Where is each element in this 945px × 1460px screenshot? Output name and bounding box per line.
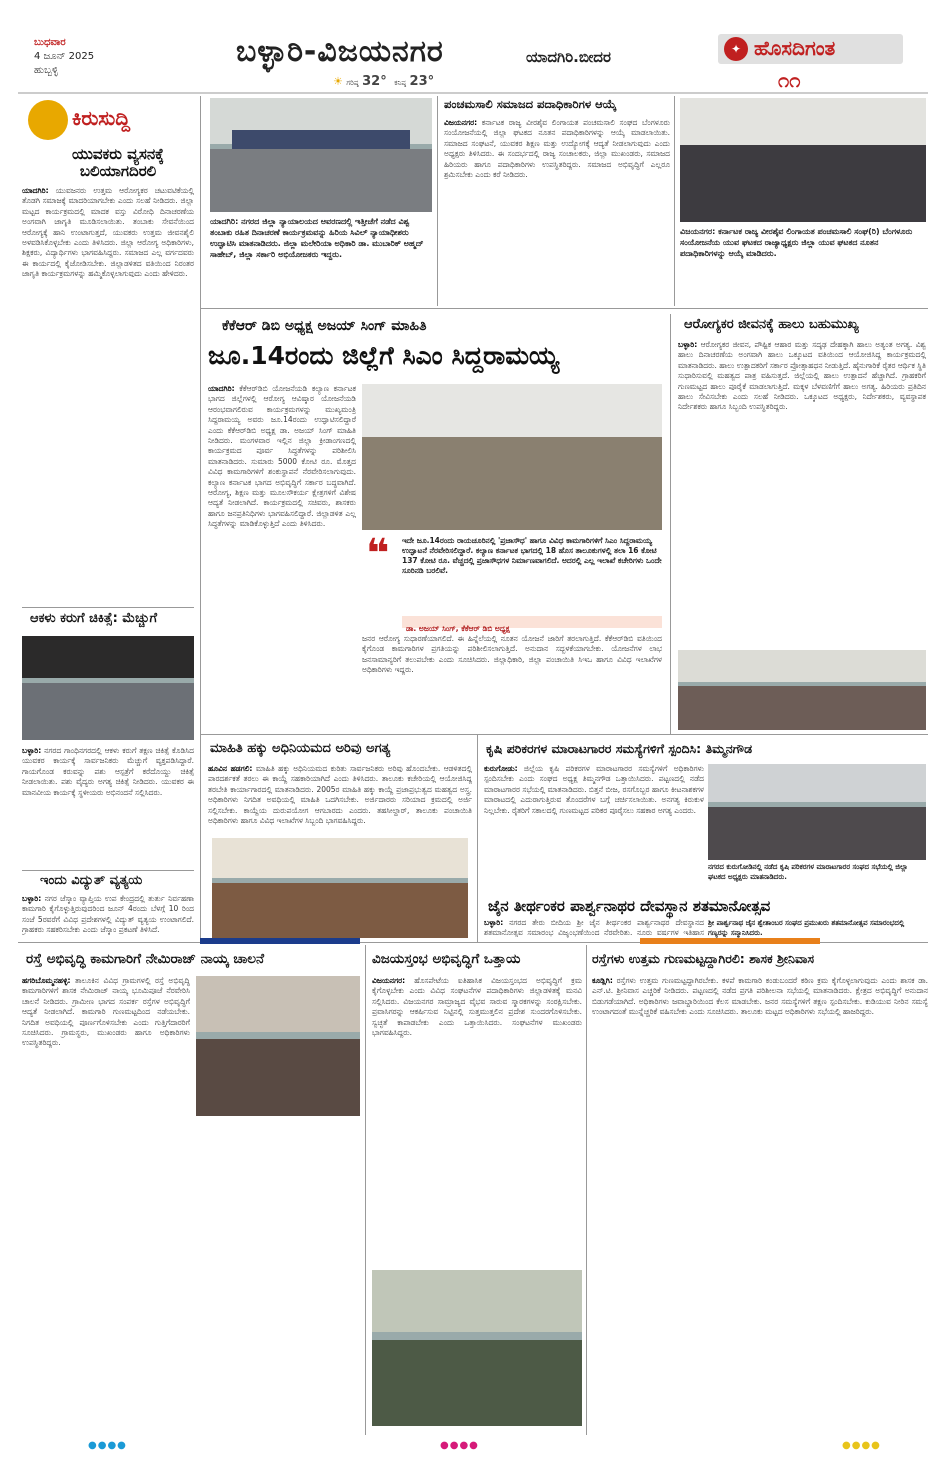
lead-body — [208, 384, 356, 666]
row-rule — [200, 734, 928, 735]
rti-body — [208, 764, 472, 834]
edition-title: ಬಳ್ಳಾರಿ-ವಿಜಯನಗರ — [236, 34, 444, 69]
weather — [333, 74, 434, 89]
road-text: ತಾಲೂಕಿನ ವಿವಿಧ ಗ್ರಾಮಗಳಲ್ಲಿ ರಸ್ತೆ ಅಭಿವೃದ್ಧಿ ಕಾಮಗಾರಿಗಳಿಗೆ ಶಾಸಕ ನೇಮಿರಾಜ್ ನಾಯ್ಕ ಭೂಮಿಪೂಜೆ ನೆರವೇರಿಸಿ ಚಾಲನೆ ನೀಡಿದರು. ಗ್ರಾಮೀಣ ಭಾಗದ ಸಂಪರ್ಕ ರಸ್ತೆಗಳ ಅಭಿವೃದ್ಧಿಗೆ ಆದ್ಯತೆ ನೀಡಲಾಗಿದೆ. ಕಾಮಗಾರಿ ಗುಣಮಟ್ಟದಿಂದ ನಡೆಯಬೇಕು. ನಿಗದಿತ ಅವಧಿಯಲ್ಲಿ ಪೂರ್ಣಗೊಳಿಸಬೇಕು ಎಂದು ಗುತ್ತಿಗೆದಾರರಿಗೆ ಸೂಚಿಸಿದರು. ಗ್ರಾಮಸ್ಥರು, ಮುಖಂಡರು ಹಾಗೂ ಅಧಿಕಾರಿಗಳು ಉಪಸ್ಥಿತರಿದ್ದರು. — [22, 976, 190, 1048]
jain-byline: ಬಳ್ಳಾರಿ: — [484, 918, 504, 927]
panch-byline: ವಿಜಯನಗರ: — [444, 118, 478, 127]
krishi-photo — [708, 764, 926, 860]
lamp-icon: ✦ — [724, 37, 748, 61]
row-rule — [200, 308, 928, 309]
jain-text: ನಗರದ ತೇರು ಬೀದಿಯ ಶ್ರೀ ಜೈನ ತೀರ್ಥಂಕರ ಪಾರ್ಶ್ವನಾಥರ ದೇವಸ್ಥಾನದ ಶತಮಾನೋತ್ಸವ ಸಮಾರಂಭ ವಿಜೃಂಭಣೆಯಿಂದ ನೆರವೇರಿತು. ನೂರು ವರ್ಷಗಳ ಇತಿಹಾಸ — [484, 918, 704, 938]
col-rule — [674, 96, 675, 306]
col-rule — [200, 96, 201, 942]
col-rule — [437, 96, 438, 306]
temp-min-label: ಕನಿಷ್ಠ — [394, 79, 407, 87]
kirusuddi-section-label — [28, 100, 188, 142]
story1-byline: ಯಾದಗಿರಿ: — [22, 186, 49, 195]
lead-kicker: ಕೆಕೆಆರ್ ಡಿಬಿ ಅಧ್ಯಕ್ಷ ಅಜಯ್ ಸಿಂಗ್ ಮಾಹಿತಿ — [222, 318, 427, 334]
story2-body — [22, 746, 194, 870]
court-event-caption: ಯಾದಗಿರಿ: ನಗರದ ಜಿಲ್ಲಾ ನ್ಯಾಯಾಲಯದ ಆವರಣದಲ್ಲಿ ಇತ್ತೀಚೆಗೆ ನಡೆದ ವಿಶ್ವ ತಂಬಾಕು ರಹಿತ ದಿನಾಚರಣೆ ಕಾರ್ಯಕ್ರಮವನ್ನು ಹಿರಿಯ ಸಿವಿಲ್ ನ್ಯಾಯಾಧೀಶರು ಉದ್ಘಾಟಿಸಿ ಮಾತನಾಡಿದರು. ಜಿಲ್ಲಾ ಮಲೇರಿಯಾ ಅಧಿಕಾರಿ ಡಾ. ಮುಬಾರಿಕ್ ಅಹ್ಮದ್ ಸಾಹೇಬ್, ಜಿಲ್ಲಾ ಸರ್ಕಾರಿ ಅಭಿಯೋಜಕರು ಇದ್ದರು. — [210, 217, 424, 259]
panch-body — [444, 118, 670, 304]
rti-photo — [212, 838, 468, 938]
quote-icon: ❝ — [366, 531, 390, 577]
gunamatta-byline: ಕೂಡ್ಲಿಗಿ: — [592, 976, 613, 985]
registration-dots: ●●●● — [842, 1440, 881, 1451]
row-rule — [22, 607, 194, 608]
panch-caption: ವಿಜಯನಗರ: ಕರ್ನಾಟಕ ರಾಜ್ಯ ವೀರಶೈವ ಲಿಂಗಾಯತ ಪಂಚಮಸಾಲಿ ಸಂಘ(ರಿ) ಬೆಂಗಳೂರು ಸಂಯೋಜನೆಯ ಯುವ ಘಟಕದ ರಾಜ್ಯಾಧ್ಯಕ್ಷರು ಜಿಲ್ಲಾ ಯುವ ಘಟಕದ ನೂತನ ಪದಾಧಿಕಾರಿಗಳನ್ನು ಆಯ್ಕೆ ಮಾಡಿದರು. — [680, 227, 913, 258]
registration-dots: ●●●● — [440, 1440, 479, 1451]
panch-text: ಕರ್ನಾಟಕ ರಾಜ್ಯ ವೀರಶೈವ ಲಿಂಗಾಯತ ಪಂಚಮಸಾಲಿ ಸಂಘದ ಬೆಂಗಳೂರು ಸಂಯೋಜನೆಯಲ್ಲಿ ಜಿಲ್ಲಾ ಘಟಕದ ನೂತನ ಪದಾಧಿಕಾರಿಗಳನ್ನು ಆಯ್ಕೆ ಮಾಡಲಾಯಿತು. ಸಮಾಜದ ಸಂಘಟನೆ, ಯುವಕರ ಶಿಕ್ಷಣ ಮತ್ತು ಉದ್ಯೋಗಕ್ಕೆ ಆದ್ಯತೆ ನೀಡಲಾಗುವುದು ಎಂದು ಅಧ್ಯಕ್ಷರು ತಿಳಿಸಿದರು. ಈ ಸಂದರ್ಭದಲ್ಲಿ ರಾಜ್ಯ ಸಂಚಾಲಕರು, ಜಿಲ್ಲಾ ಮುಖಂಡರು, ಸಮಾಜದ ಹಿರಿಯರು ಹಾಗೂ ಪದಾಧಿಕಾರಿಗಳು ಉಪಸ್ಥಿತರಿದ್ದರು. ಸಮಾಜದ ಅಭಿವೃದ್ಧಿಗೆ ಎಲ್ಲರೂ ಶ್ರಮಿಸಬೇಕು ಎಂದು ಕರೆ ನೀಡಿದರು. — [444, 118, 670, 180]
quote-author-band — [402, 616, 662, 633]
lead-headline: ಜೂ.14ರಂದು ಜಿಲ್ಲೆಗೆ ಸಿಎಂ ಸಿದ್ದರಾಮಯ್ಯ — [208, 341, 560, 370]
lead-byline: ಯಾದಗಿರಿ: — [208, 384, 235, 393]
paper-name: ಹೊಸದಿಗಂತ — [754, 36, 836, 60]
rti-text: ಮಾಹಿತಿ ಹಕ್ಕು ಅಧಿನಿಯಮದ ಕುರಿತು ಸಾರ್ವಜನಿಕರು ಅರಿವು ಹೊಂದಬೇಕು. ಆಡಳಿತದಲ್ಲಿ ಪಾರದರ್ಶಕತೆ ತರಲು ಈ ಕಾಯ್ದೆ ಸಹಕಾರಿಯಾಗಿದೆ ಎಂದು ತಿಳಿಸಿದರು. ತಾಲೂಕು ಕಚೇರಿಯಲ್ಲಿ ಆಯೋಜಿಸಿದ್ದ ತರಬೇತಿ ಕಾರ್ಯಾಗಾರದಲ್ಲಿ ಮಾತನಾಡಿದರು. 2005ರ ಮಾಹಿತಿ ಹಕ್ಕು ಕಾಯ್ದೆ ಪ್ರಜಾಪ್ರಭುತ್ವದ ಮಹತ್ವದ ಅಸ್ತ್ರ. ಅಧಿಕಾರಿಗಳು ನಿಗದಿತ ಅವಧಿಯಲ್ಲಿ ಮಾಹಿತಿ ಒದಗಿಸಬೇಕು. ಅರ್ಜಿದಾರರು ಸರಿಯಾದ ಕ್ರಮದಲ್ಲಿ ಅರ್ಜಿ ಸಲ್ಲಿಸಬೇಕು. ಕಾಯ್ದೆಯ ದುರುಪಯೋಗ ಆಗಬಾರದು ಎಂದರು. ತಹಸೀಲ್ದಾರ್, ತಾಲೂಕು ಪಂಚಾಯಿತಿ ಅಧಿಕಾರಿಗಳು ಹಾಗೂ ವಿವಿಧ ಇಲಾಖೆಗಳ ಸಿಬ್ಬಂದಿ ಭಾಗವಹಿಸಿದ್ದರು. — [208, 764, 472, 826]
masthead — [18, 32, 928, 94]
divider-bar-orange — [640, 938, 820, 944]
krishi-byline: ಕುರುಗೋಡು: — [484, 764, 518, 773]
milk-day-photo — [678, 650, 926, 730]
col-rule — [670, 314, 671, 734]
krishi-headline: ಕೃಷಿ ಪರಿಕರಗಳ ಮಾರಾಟಗಾರರ ಸಮಸ್ಯೆಗಳಿಗೆ ಸ್ಪಂದಿಸಿ: ತಿಮ್ಮನಗೌಡ — [486, 741, 753, 756]
road-body — [22, 976, 190, 1426]
lead-body-continued: ಜನರ ಆರೋಗ್ಯ ಸುಧಾರಣೆಯಾಗಲಿದೆ. ಈ ಹಿನ್ನೆಲೆಯಲ್ಲಿ ನೂತನ ಯೋಜನೆ ಜಾರಿಗೆ ತರಲಾಗುತ್ತಿದೆ. ಕೆಕೆಆರ್‌ಡಿಬಿ ವತಿಯಿಂದ ಕೈಗೊಂಡ ಕಾಮಗಾರಿಗಳ ಪ್ರಗತಿಯನ್ನು ಪರಿಶೀಲಿಸಲಾಗುತ್ತಿದೆ. ಅನುದಾನ ಸದ್ಬಳಕೆಯಾಗಬೇಕು. ಯೋಜನೆಗಳ ಲಾಭ ಜನಸಾಮಾನ್ಯರಿಗೆ ತಲುಪಬೇಕು ಎಂದು ಸೂಚಿಸಿದರು. ಜಿಲ್ಲಾಧಿಕಾರಿ, ಜಿಲ್ಲಾ ಪಂಚಾಯಿತಿ ಸಿಇಒ ಹಾಗೂ ವಿವಿಧ ಇಲಾಖೆಗಳ ಅಧಿಕಾರಿಗಳು ಇದ್ದರು. — [362, 634, 662, 675]
gunamatta-body — [592, 976, 928, 1426]
health-byline: ಬಳ್ಳಾರಿ: — [678, 340, 698, 349]
page-number: ೧೧ — [778, 68, 801, 92]
city: ಹುಬ್ಬಳ್ಳಿ — [34, 65, 59, 76]
story2-headline: ಆಕಳು ಕರುಗೆ ಚಿಕಿತ್ಸೆ: ಮೆಚ್ಚುಗೆ — [30, 611, 158, 626]
panch-photo — [680, 98, 926, 222]
krishi-text: ಜಿಲ್ಲೆಯ ಕೃಷಿ ಪರಿಕರಗಳ ಮಾರಾಟಗಾರರ ಸಮಸ್ಯೆಗಳಿಗೆ ಅಧಿಕಾರಿಗಳು ಸ್ಪಂದಿಸಬೇಕು ಎಂದು ಸಂಘದ ಅಧ್ಯಕ್ಷ ತಿಮ್ಮನಗೌಡ ಒತ್ತಾಯಿಸಿದರು. ಪಟ್ಟಣದಲ್ಲಿ ನಡೆದ ಮಾರಾಟಗಾರರ ಸಭೆಯಲ್ಲಿ ಮಾತನಾಡಿದರು. ಬಿತ್ತನೆ ಬೀಜ, ರಸಗೊಬ್ಬರ ಹಾಗೂ ಕೀಟನಾಶಕಗಳ ಮಾರಾಟದಲ್ಲಿ ಎದುರಾಗುತ್ತಿರುವ ತೊಂದರೆಗಳ ಬಗ್ಗೆ ಚರ್ಚಿಸಲಾಯಿತು. ಅನಗತ್ಯ ಕಿರುಕುಳ ನಿಲ್ಲಬೇಕು. ರೈತರಿಗೆ ಸಕಾಲದಲ್ಲಿ ಗುಣಮಟ್ಟದ ಪರಿಕರ ಪೂರೈಸಲು ಸಹಕಾರ ಅಗತ್ಯ ಎಂದರು. — [484, 764, 704, 815]
story1-headline: ಯುವಕರು ವ್ಯಸನಕ್ಕೆ ಬಲಿಯಾಗದಿರಲಿ — [72, 145, 164, 181]
date: 4 ಜೂನ್ 2025 — [34, 51, 95, 62]
date-block — [34, 36, 94, 78]
rti-byline: ಹೂವಿನ ಹಡಗಲಿ: — [208, 764, 253, 773]
krishi-body — [484, 764, 704, 870]
krishi-caption: ನಗರದ ಕುರುಗೋಡಿನಲ್ಲಿ ನಡೆದ ಕೃಷಿ ಪರಿಕರಗಳ ಮಾರಾಟಗಾರರ ಸಂಘದ ಸಭೆಯಲ್ಲಿ ಜಿಲ್ಲಾ ಘಟಕದ ಅಧ್ಯಕ್ಷರು ಮಾತನಾಡಿದರು. — [708, 863, 908, 881]
calf-photo — [22, 636, 194, 740]
hand-icon — [28, 100, 68, 140]
paper-logo — [718, 34, 903, 64]
weekday: ಬುಧವಾರ — [34, 37, 66, 48]
col-rule — [365, 945, 366, 1435]
gunamatta-text: ರಸ್ತೆಗಳು ಉತ್ತಮ ಗುಣಮಟ್ಟದ್ದಾಗಿರಬೇಕು. ಕಳಪೆ ಕಾಮಗಾರಿ ಕಂಡುಬಂದರೆ ಕಠಿಣ ಕ್ರಮ ಕೈಗೊಳ್ಳಲಾಗುವುದು ಎಂದು ಶಾಸಕ ಡಾ. ಎನ್.ಟಿ. ಶ್ರೀನಿವಾಸ ಎಚ್ಚರಿಕೆ ನೀಡಿದರು. ಪಟ್ಟಣದಲ್ಲಿ ನಡೆದ ಪ್ರಗತಿ ಪರಿಶೀಲನಾ ಸಭೆಯಲ್ಲಿ ಮಾತನಾಡಿದರು. ಕ್ಷೇತ್ರದ ಅಭಿವೃದ್ಧಿಗೆ ಅನುದಾನ ಬಿಡುಗಡೆಯಾಗಿದೆ. ಅಧಿಕಾರಿಗಳು ಜವಾಬ್ದಾರಿಯಿಂದ ಕೆಲಸ ಮಾಡಬೇಕು. ಜನರ ಸಮಸ್ಯೆಗಳಿಗೆ ತಕ್ಷಣ ಸ್ಪಂದಿಸಬೇಕು. ಕುಡಿಯುವ ನೀರಿನ ಸಮಸ್ಯೆ ಉಂಟಾಗದಂತೆ ಮುನ್ನೆಚ್ಚರಿಕೆ ವಹಿಸಬೇಕು ಎಂದು ಸೂಚಿಸಿದರು. ತಾಲೂಕು ಮಟ್ಟದ ಅಧಿಕಾರಿಗಳು ಸಭೆಯಲ್ಲಿ ಹಾಜರಿದ್ದರು. — [592, 976, 928, 1017]
col-rule — [477, 734, 478, 942]
temp-min: 23° — [409, 74, 435, 89]
kirusuddi-title: ಕಿರುಸುದ್ದಿ — [72, 106, 131, 130]
gunamatta-headline: ರಸ್ತೆಗಳು ಉತ್ತಮ ಗುಣಮಟ್ಟದ್ದಾಗಿರಲಿ: ಶಾಸಕ ಶ್ರೀನಿವಾಸ — [592, 951, 815, 966]
jain-headline: ಜೈನ ತೀರ್ಥಂಕರ ಪಾರ್ಶ್ವನಾಥರ ದೇವಸ್ಥಾನ ಶತಮಾನೋತ್ಸವ — [488, 897, 771, 915]
story1-body — [22, 186, 194, 606]
story3-body — [22, 894, 194, 940]
story2-text: ನಗರದ ಗಾಂಧಿನಗರದಲ್ಲಿ ಆಕಳು ಕರುಗೆ ತಕ್ಷಣ ಚಿಕಿತ್ಸೆ ಕೊಡಿಸಿದ ಯುವಕರ ಕಾರ್ಯಕ್ಕೆ ಸಾರ್ವಜನಿಕರು ಮೆಚ್ಚುಗೆ ವ್ಯಕ್ತಪಡಿಸಿದ್ದಾರೆ. ಗಾಯಗೊಂಡ ಕರುವನ್ನು ಪಶು ಆಸ್ಪತ್ರೆಗೆ ಕರೆದೊಯ್ದು ಚಿಕಿತ್ಸೆ ನೀಡಲಾಯಿತು. ಪಶು ವೈದ್ಯರು ಅಗತ್ಯ ಚಿಕಿತ್ಸೆ ನೀಡಿದರು. ಯುವಕರ ಈ ಮಾನವೀಯ ಕಾರ್ಯಕ್ಕೆ ಸ್ಥಳೀಯರು ಅಭಿನಂದನೆ ಸಲ್ಲಿಸಿದರು. — [22, 746, 194, 797]
story3-byline: ಬಳ್ಳಾರಿ: — [22, 894, 42, 903]
story1-text: ಯುವಜನರು ಉತ್ತಮ ಆರೋಗ್ಯಕರ ಚಟುವಟಿಕೆಯಲ್ಲಿ ತೊಡಗಿ ಸಮಾಜಕ್ಕೆ ಮಾದರಿಯಾಗಬೇಕು ಎಂದು ಸಲಹೆ ನೀಡಿದರು. ಜಿಲ್ಲಾ ಮಟ್ಟದ ಕಾರ್ಯಕ್ರಮದಲ್ಲಿ ಮಾದಕ ವಸ್ತು ವಿರೋಧಿ ದಿನಾಚರಣೆಯ ಅಂಗವಾಗಿ ಜಾಗೃತಿ ಮೂಡಿಸಲಾಯಿತು. ತಂಬಾಕು ಸೇವನೆಯಿಂದ ಆರೋಗ್ಯಕ್ಕೆ ಹಾನಿ ಉಂಟಾಗುತ್ತದೆ, ಯುವಕರು ಉತ್ತಮ ಜೀವನಶೈಲಿ ಅಳವಡಿಸಿಕೊಳ್ಳಬೇಕು ಎಂದು ತಿಳಿಸಿದರು. ಜಿಲ್ಲಾ ಆರೋಗ್ಯ ಅಧಿಕಾರಿಗಳು, ಶಿಕ್ಷಕರು, ವಿದ್ಯಾರ್ಥಿಗಳು ಭಾಗವಹಿಸಿದ್ದರು. ಸಮಾಜದ ಎಲ್ಲ ವರ್ಗದವರು ಈ ಕಾರ್ಯದಲ್ಲಿ ಕೈಜೋಡಿಸಬೇಕು. ಜಿಲ್ಲಾಡಳಿತದ ವತಿಯಿಂದ ನಿರಂತರ ಜಾಗೃತಿ ಕಾರ್ಯಕ್ರಮಗಳನ್ನು ಹಮ್ಮಿಕೊಳ್ಳಲಾಗುವುದು ಎಂದು ಹೇಳಿದರು. — [22, 186, 194, 279]
temp-max: 32° — [362, 74, 387, 89]
road-photo — [196, 976, 360, 1116]
health-body — [678, 340, 926, 648]
temp-max-label: ಗರಿಷ್ಠ — [346, 79, 359, 87]
vstambha-photo — [372, 1270, 582, 1426]
road-byline: ಹಗರಿಬೊಮ್ಮನಹಳ್ಳಿ: — [22, 976, 71, 985]
quote-author: ಡಾ. ಅಜಯ್ ಸಿಂಗ್, ಕೆಕೆಆರ್ ಡಿಬಿ ಅಧ್ಯಕ್ಷ — [406, 624, 510, 633]
divider-bar-blue — [200, 938, 360, 944]
vstambha-headline: ವಿಜಯಸ್ತಂಭ ಅಭಿವೃದ್ಧಿಗೆ ಒತ್ತಾಯ — [372, 951, 521, 967]
health-headline: ಆರೋಗ್ಯಕರ ಜೀವನಕ್ಕೆ ಹಾಲು ಬಹುಮುಖ್ಯ — [684, 317, 859, 332]
registration-dots: ●●●● — [88, 1440, 127, 1451]
row-rule — [22, 870, 194, 871]
story3-headline: ಇಂದು ವಿದ್ಯುತ್ ವ್ಯತ್ಯಯ — [40, 873, 143, 888]
sun-icon: ☀ — [333, 75, 343, 88]
panch-headline: ಪಂಚಮಸಾಲಿ ಸಮಾಜದ ಪದಾಧಿಕಾರಿಗಳ ಆಯ್ಕೆ — [444, 97, 617, 111]
story3-text: ನಗರ ಜೆಸ್ಕಾಂ ವ್ಯಾಪ್ತಿಯ ಉಪ ಕೇಂದ್ರದಲ್ಲಿ ತುರ್ತು ನಿರ್ವಹಣಾ ಕಾಮಗಾರಿ ಕೈಗೊಳ್ಳುತ್ತಿರುವುದರಿಂದ ಜೂನ್ 4ರಂದು ಬೆಳಗ್ಗೆ 10 ರಿಂದ ಸಂಜೆ 5ರವರೆಗೆ ವಿವಿಧ ಪ್ರದೇಶಗಳಲ್ಲಿ ವಿದ್ಯುತ್ ವ್ಯತ್ಯಯ ಉಂಟಾಗಲಿದೆ. ಗ್ರಾಹಕರು ಸಹಕರಿಸಬೇಕು ಎಂದು ಜೆಸ್ಕಾಂ ಪ್ರಕಟಣೆ ತಿಳಿಸಿದೆ. — [22, 894, 194, 935]
road-headline: ರಸ್ತೆ ಅಭಿವೃದ್ಧಿ ಕಾಮಗಾರಿಗೆ ನೇಮಿರಾಜ್ ನಾಯ್ಕ ಚಾಲನೆ — [26, 951, 265, 967]
rti-headline: ಮಾಹಿತಿ ಹಕ್ಕು ಅಧಿನಿಯಮದ ಅರಿವು ಅಗತ್ಯ — [210, 741, 391, 756]
vstambha-body — [372, 976, 582, 1266]
edition-subtitle: ಯಾದಗಿರಿ.ಬೀದರ — [526, 48, 611, 66]
lead-text: ಕೆಕೆಆರ್‌ಡಿಬಿ ಯೋಜನೆಯಡಿ ಕಲ್ಯಾಣ ಕರ್ನಾಟಕ ಭಾಗದ ಜಿಲ್ಲೆಗಳಲ್ಲಿ ಆರೋಗ್ಯ ಆವಿಷ್ಕಾರ ಯೋಜನೆಯಡಿ ಆರಂಭವಾಗಲಿರುವ ಕಾರ್ಯಕ್ರಮಗಳನ್ನು ಮುಖ್ಯಮಂತ್ರಿ ಸಿದ್ದರಾಮಯ್ಯ ಅವರು ಜೂ.14ರಂದು ಉದ್ಘಾಟಿಸಲಿದ್ದಾರೆ ಎಂದು ಕೆಕೆಆರ್‌ಡಿಬಿ ಅಧ್ಯಕ್ಷ ಡಾ. ಅಜಯ್ ಸಿಂಗ್ ಮಾಹಿತಿ ನೀಡಿದರು. ಮಂಗಳವಾರ ಇಲ್ಲಿನ ಜಿಲ್ಲಾ ಕ್ರೀಡಾಂಗಣದಲ್ಲಿ ಕಾರ್ಯಕ್ರಮದ ಪೂರ್ವ ಸಿದ್ಧತೆಗಳನ್ನು ಪರಿಶೀಲಿಸಿ ಮಾತನಾಡಿದರು. ಸುಮಾರು 5000 ಕೋಟಿ ರೂ. ಮೊತ್ತದ ವಿವಿಧ ಕಾಮಗಾರಿಗಳಿಗೆ ಶಂಕುಸ್ಥಾಪನೆ ನೆರವೇರಿಸಲಾಗುವುದು. ಕಲ್ಯಾಣ ಕರ್ನಾಟಕ ಭಾಗದ ಅಭಿವೃದ್ಧಿಗೆ ಸರ್ಕಾರ ಬದ್ಧವಾಗಿದೆ. ಆರೋಗ್ಯ, ಶಿಕ್ಷಣ ಮತ್ತು ಮೂಲಸೌಕರ್ಯ ಕ್ಷೇತ್ರಗಳಿಗೆ ವಿಶೇಷ ಆದ್ಯತೆ ನೀಡಲಾಗಿದೆ. ಕಾರ್ಯಕ್ರಮದಲ್ಲಿ ಸಚಿವರು, ಶಾಸಕರು ಹಾಗೂ ಜನಪ್ರತಿನಿಧಿಗಳು ಭಾಗವಹಿಸಲಿದ್ದಾರೆ. ಜಿಲ್ಲಾಡಳಿತ ಎಲ್ಲ ಸಿದ್ಧತೆಗಳನ್ನು ಮಾಡಿಕೊಳ್ಳುತ್ತಿದೆ ಎಂದು ತಿಳಿಸಿದರು. — [208, 384, 356, 529]
health-text: ಆರೋಗ್ಯಕರ ಜೀವನ, ಪೌಷ್ಟಿಕ ಆಹಾರ ಮತ್ತು ಸದೃಢ ದೇಹಕ್ಕಾಗಿ ಹಾಲು ಅತ್ಯಂತ ಅಗತ್ಯ. ವಿಶ್ವ ಹಾಲು ದಿನಾಚರಣೆಯ ಅಂಗವಾಗಿ ಹಾಲು ಒಕ್ಕೂಟದ ವತಿಯಿಂದ ಆಯೋಜಿಸಿದ್ದ ಕಾರ್ಯಕ್ರಮದಲ್ಲಿ ಮಾತನಾಡಿದರು. ಹಾಲು ಉತ್ಪಾದಕರಿಗೆ ಸರ್ಕಾರ ಪ್ರೋತ್ಸಾಹಧನ ನೀಡುತ್ತಿದೆ. ಹೈನುಗಾರಿಕೆ ರೈತರ ಆರ್ಥಿಕ ಸ್ಥಿತಿ ಸುಧಾರಿಸುವಲ್ಲಿ ಮಹತ್ವದ ಪಾತ್ರ ವಹಿಸುತ್ತದೆ. ಜಿಲ್ಲೆಯಲ್ಲಿ ಹಾಲು ಉತ್ಪಾದನೆ ಹೆಚ್ಚಾಗಿದೆ. ಗ್ರಾಹಕರಿಗೆ ಗುಣಮಟ್ಟದ ಹಾಲು ಪೂರೈಕೆ ಮಾಡಲಾಗುತ್ತಿದೆ. ಮಕ್ಕಳ ಬೆಳವಣಿಗೆಗೆ ಹಾಲು ಅಗತ್ಯ. ಹಿರಿಯರು ಪ್ರತಿದಿನ ಹಾಲು ಸೇವಿಸಬೇಕು ಎಂದು ಸಲಹೆ ನೀಡಿದರು. ಒಕ್ಕೂಟದ ಅಧ್ಯಕ್ಷರು, ನಿರ್ದೇಶಕರು, ವ್ಯವಸ್ಥಾಪಕ ನಿರ್ದೇಶಕರು ಹಾಗೂ ಸಿಬ್ಬಂದಿ ಉಪಸ್ಥಿತರಿದ್ದರು. — [678, 340, 926, 412]
jain-caption: ಶ್ರೀ ಪಾರ್ಶ್ವನಾಥ ಜೈನ ಶ್ವೇತಾಂಬರ ಸಂಘದ ಪ್ರಮುಖರು ಶತಮಾನೋತ್ಸವ ಸಮಾರಂಭದಲ್ಲಿ ಗಣ್ಯರನ್ನು ಸನ್ಮಾನಿಸಿದರು. — [708, 919, 905, 937]
story2-byline: ಬಳ್ಳಾರಿ: — [22, 746, 42, 755]
court-event-photo — [210, 98, 432, 212]
cm-inspection-photo — [362, 384, 662, 530]
vstambha-text: ಹೊಸಪೇಟೆಯ ಐತಿಹಾಸಿಕ ವಿಜಯಸ್ತಂಭದ ಅಭಿವೃದ್ಧಿಗೆ ಕ್ರಮ ಕೈಗೊಳ್ಳಬೇಕು ಎಂದು ವಿವಿಧ ಸಂಘಟನೆಗಳ ಪದಾಧಿಕಾರಿಗಳು ಜಿಲ್ಲಾಡಳಿತಕ್ಕೆ ಮನವಿ ಸಲ್ಲಿಸಿದರು. ವಿಜಯನಗರ ಸಾಮ್ರಾಜ್ಯದ ವೈಭವ ಸಾರುವ ಸ್ಮಾರಕಗಳನ್ನು ಸಂರಕ್ಷಿಸಬೇಕು. ಪ್ರವಾಸಿಗರನ್ನು ಆಕರ್ಷಿಸುವ ನಿಟ್ಟಿನಲ್ಲಿ ಸುತ್ತಮುತ್ತಲಿನ ಪ್ರದೇಶ ಸುಂದರಗೊಳಿಸಬೇಕು. ಸ್ವಚ್ಛತೆ ಕಾಪಾಡಬೇಕು ಎಂದು ಒತ್ತಾಯಿಸಿದರು. ಸಂಘಟನೆಗಳ ಮುಖಂಡರು ಭಾಗವಹಿಸಿದ್ದರು. — [372, 976, 582, 1038]
col-rule — [586, 945, 587, 1435]
vstambha-byline: ವಿಜಯನಗರ: — [372, 976, 406, 985]
lead-quote: ಇದೇ ಜೂ.14ರಂದು ರಾಯಚೂರಿನಲ್ಲಿ 'ಪ್ರಜಾಸೌಧ' ಹಾಗೂ ವಿವಿಧ ಕಾಮಗಾರಿಗಳಿಗೆ ಸಿಎಂ ಸಿದ್ದರಾಮಯ್ಯ ಉದ್ಘಾಟನೆ ನೆರವೇರಿಸಲಿದ್ದಾರೆ. ಕಲ್ಯಾಣ ಕರ್ನಾಟಕ ಭಾಗದಲ್ಲಿ 18 ಹೊಸ ತಾಲೂಕುಗಳಲ್ಲಿ ತಲಾ 16 ಕೋಟಿ 137 ಕೋಟಿ ರೂ. ವೆಚ್ಚದಲ್ಲಿ ಪ್ರಜಾಸೌಧಗಳ ನಿರ್ಮಾಣವಾಗಲಿದೆ. ಅದರಲ್ಲಿ ಎಲ್ಲ ಇಲಾಖೆ ಕಚೇರಿಗಳು ಒಂದೇ ಸೂರಿನಡಿ ಬರಲಿವೆ. — [402, 536, 662, 575]
jain-body — [484, 918, 704, 940]
